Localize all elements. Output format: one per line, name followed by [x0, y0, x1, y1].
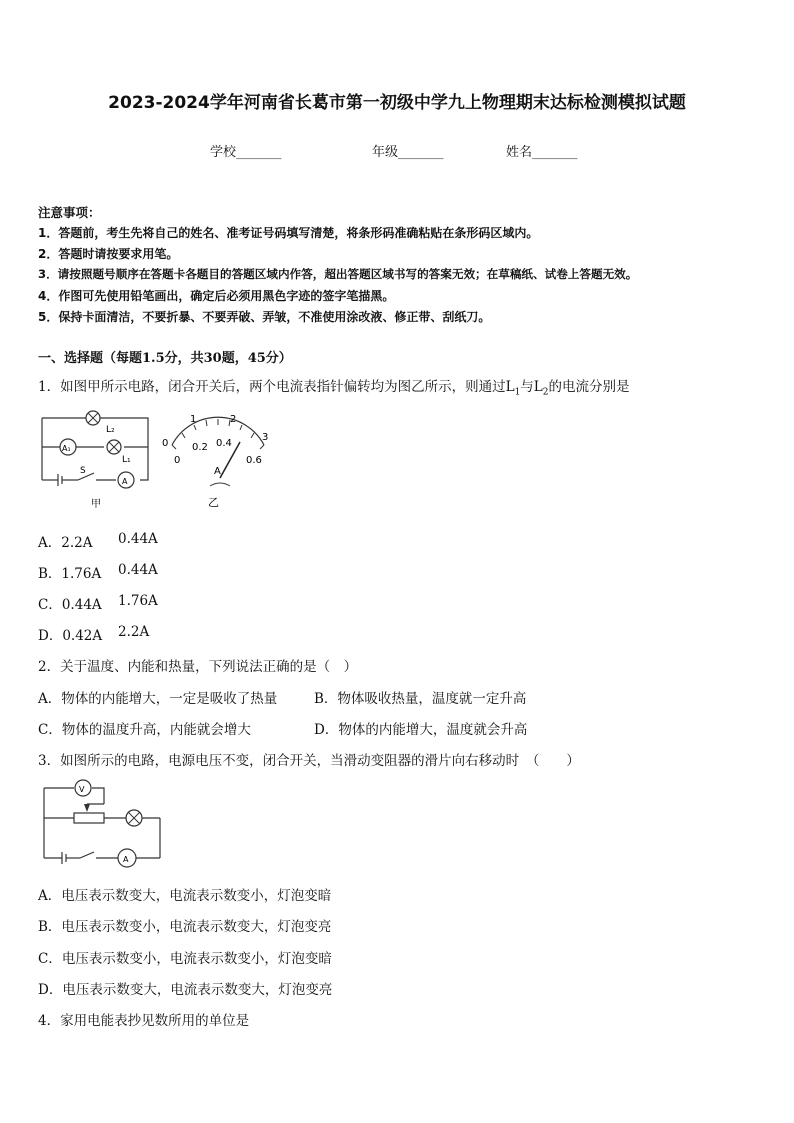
label-l1: L₁: [122, 455, 131, 465]
slider-arrow-icon: [84, 804, 90, 812]
lamp-l1-icon: [107, 440, 121, 454]
question-1-option-d-value2: 2.2A: [118, 624, 150, 640]
svg-text:0.6: 0.6: [246, 455, 262, 466]
svg-text:A: A: [122, 477, 128, 486]
circuit-diagram-jia: [36, 405, 162, 513]
ammeter-a1-icon: [60, 439, 76, 455]
ammeter-icon: [118, 849, 136, 867]
svg-text:0: 0: [162, 438, 169, 449]
question-3-option-a: A．电压表示数变大，电流表示数变小，灯泡变暗: [38, 888, 332, 904]
svg-text:A: A: [123, 855, 129, 864]
question-2-option-d: D．物体的内能增大，温度就会升高: [314, 722, 528, 738]
svg-text:0.2: 0.2: [192, 442, 208, 453]
svg-text:0.4: 0.4: [216, 438, 232, 449]
question-3-stem: 3．如图所示的电路，电源电压不变，闭合开关，当滑动变阻器的滑片向右移动时 （ ）: [38, 753, 580, 769]
question-3-option-b: B．电压表示数变小，电流表示数变大，灯泡变亮: [38, 919, 332, 935]
lamp-icon: [126, 810, 142, 826]
question-1-option-a: A．2.2A: [38, 535, 93, 551]
note-item: 1．答题前，考生先将自己的姓名、准考证号码填写清楚，将条形码准确粘贴在条形码区域内。: [38, 226, 539, 240]
page-title: 2023-2024学年河南省长葛市第一初级中学九上物理期末达标检测模拟试题: [108, 93, 686, 113]
label-switch: S: [80, 466, 86, 476]
question-2-stem: 2．关于温度、内能和热量，下列说法正确的是（ ）: [38, 659, 358, 675]
note-item: 5．保持卡面清洁，不要折暴、不要弄破、弄皱，不准使用涂改液、修正带、刮纸刀。: [38, 310, 491, 324]
question-1-option-b-value2: 0.44A: [118, 562, 158, 578]
circuit-diagram-q3: [40, 778, 166, 870]
svg-text:0: 0: [174, 455, 181, 466]
voltmeter-icon: [75, 780, 91, 796]
question-3-option-d: D．电压表示数变大，电流表示数变大，灯泡变亮: [38, 982, 333, 998]
question-1-option-b: B．1.76A: [38, 566, 102, 582]
label-l2: L₂: [106, 425, 115, 435]
question-1-option-c-value2: 1.76A: [118, 593, 158, 609]
svg-text:V: V: [79, 785, 85, 794]
caption-yi: 乙: [208, 496, 219, 509]
question-2-option-c: C．物体的温度升高，内能就会增大: [38, 722, 251, 738]
svg-text:A: A: [214, 466, 221, 477]
svg-text:1: 1: [190, 414, 197, 425]
note-item: 2．答题时请按要求用笔。: [38, 247, 179, 261]
question-2-option-b: B．物体吸收热量，温度就一定升高: [314, 691, 527, 707]
question-2-option-a: A．物体的内能增大，一定是吸收了热量: [38, 691, 278, 707]
question-1-option-a-value2: 0.44A: [118, 531, 158, 547]
notes-heading: 注意事项：: [38, 205, 101, 220]
ammeter-a-icon: [118, 472, 134, 488]
note-item: 3．请按照题号顺序在答题卡各题目的答题区域内作答，超出答题区域书写的答案无效；在草稿纸、试卷上答题无效。: [38, 267, 638, 281]
question-4-stem: 4．家用电能表抄见数所用的单位是: [38, 1013, 250, 1029]
note-item: 4．作图可先使用铅笔画出，确定后必须用黑色字迹的签字笔描黑。: [38, 289, 395, 303]
grade-field: 年级_______: [372, 145, 444, 160]
question-1-option-c: C．0.44A: [38, 597, 102, 613]
question-1-stem: 1．如图甲所示电路，闭合开关后，两个电流表指针偏转均为图乙所示，则通过$L_1$与$L_2$的电流分别是: [38, 379, 630, 398]
svg-text:3: 3: [262, 432, 269, 443]
section-heading: 一、选择题（每题1.5分，共30题，45分）: [38, 351, 292, 366]
svg-text:2: 2: [230, 414, 237, 425]
lamp-l2-icon: [86, 411, 100, 425]
ammeter-dial-yi: [160, 408, 275, 513]
caption-jia: 甲: [91, 499, 101, 510]
question-1-option-d: D．0.42A: [38, 628, 103, 644]
question-3-option-c: C．电压表示数变小，电流表示数变小，灯泡变暗: [38, 951, 332, 967]
svg-text:A₁: A₁: [62, 444, 71, 453]
name-field: 姓名_______: [506, 145, 578, 160]
school-field: 学校_______: [210, 145, 282, 160]
